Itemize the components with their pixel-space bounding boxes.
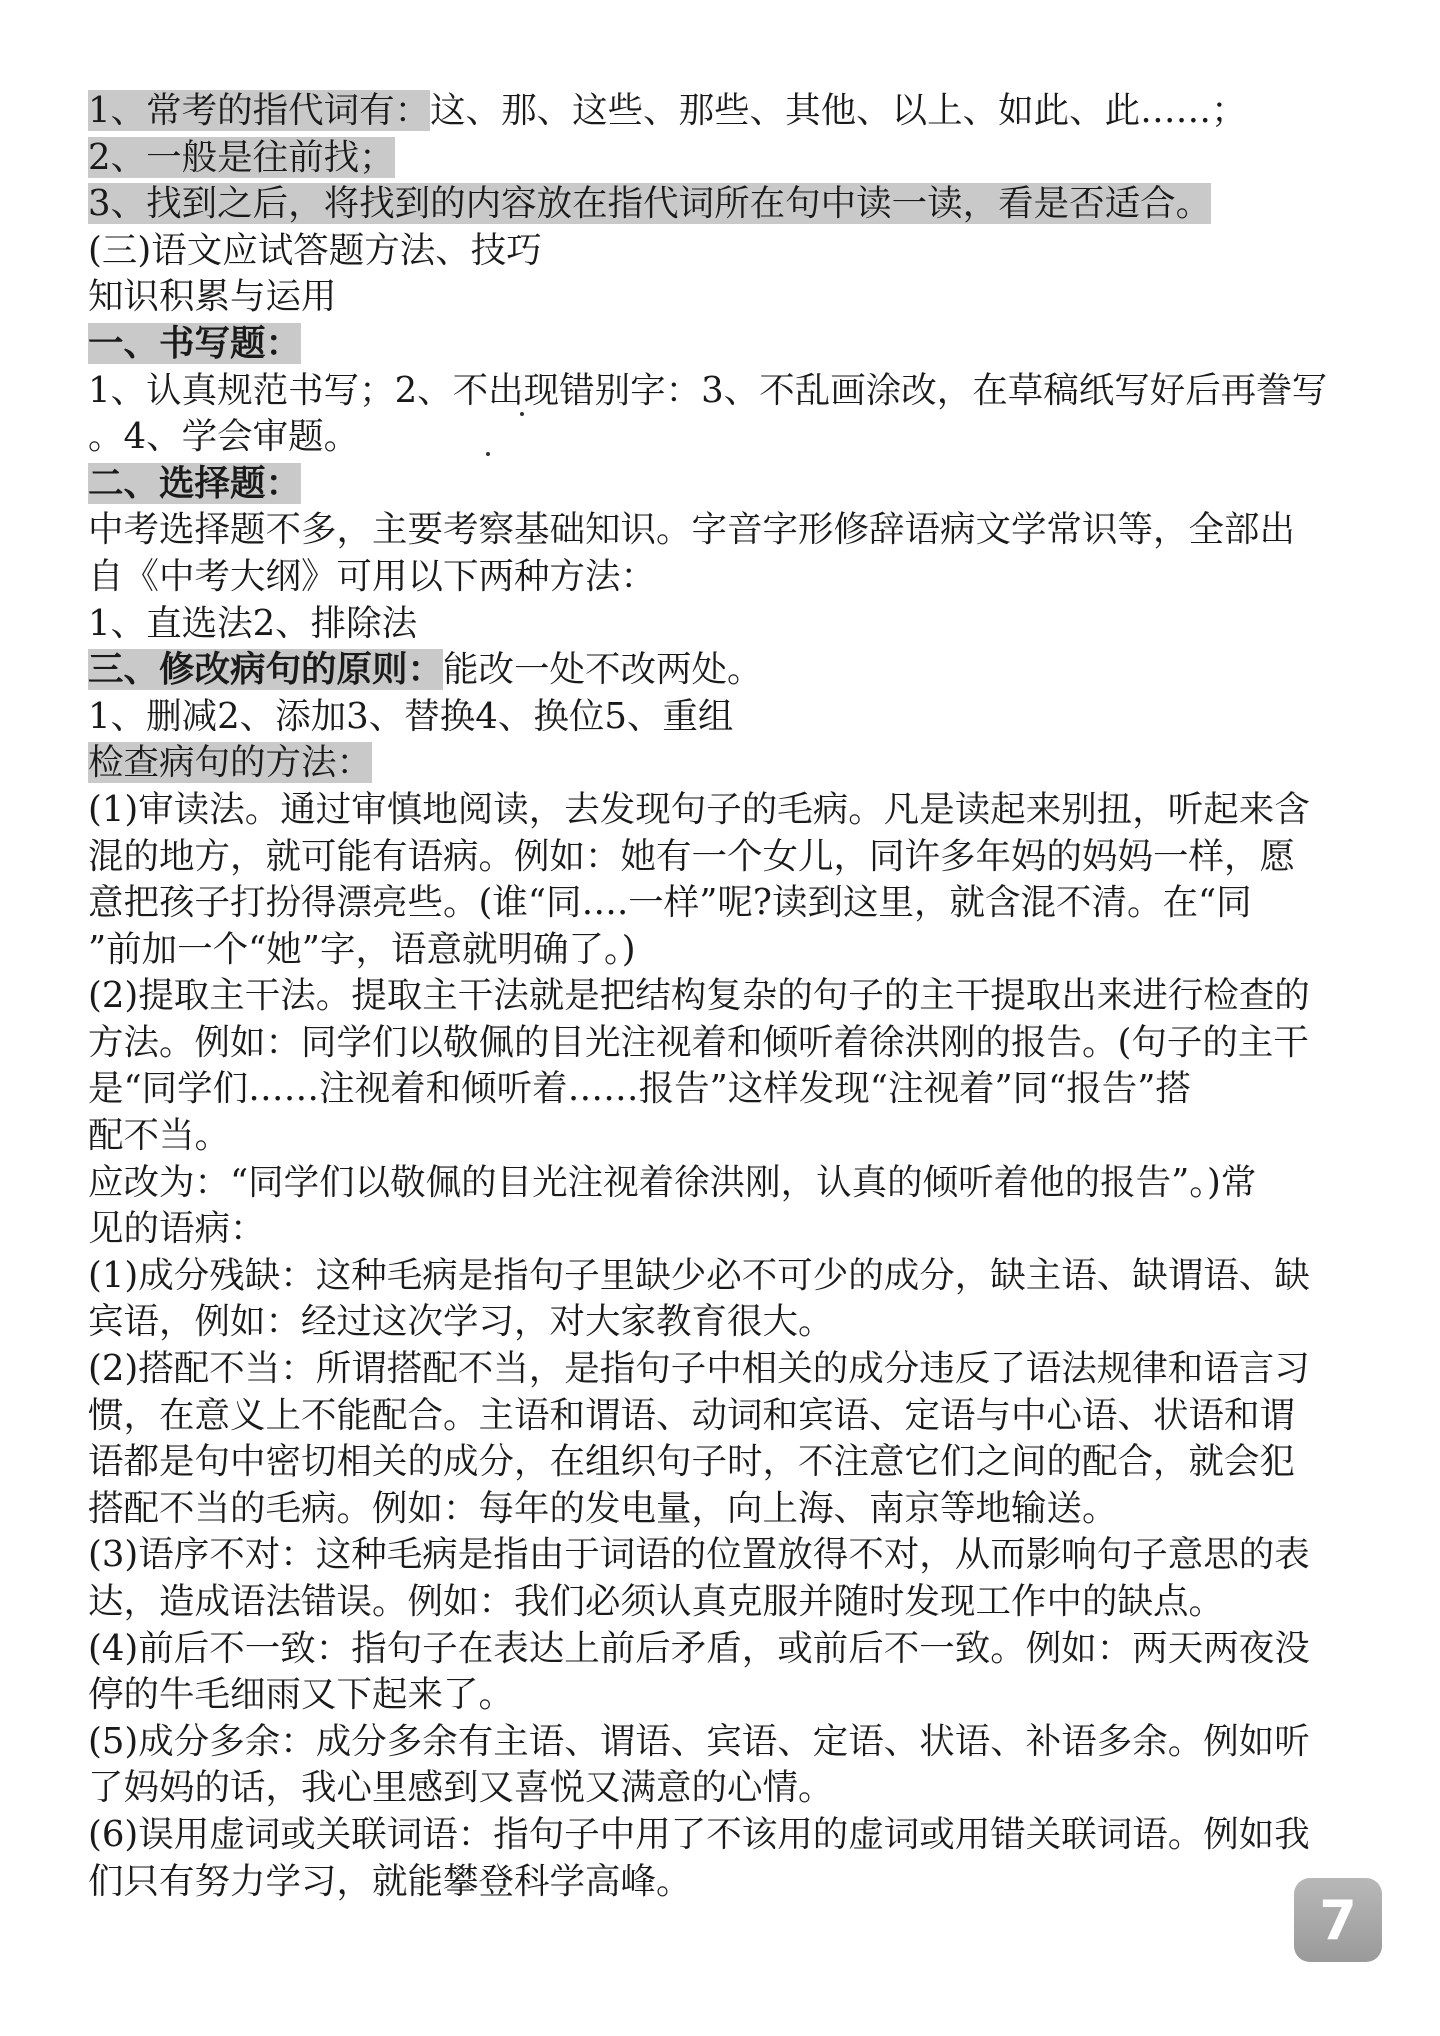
body-text: 这、那、这些、那些、其他、以上、如此、此……； <box>430 90 1247 131</box>
body-text: 是“同学们……注视着和倾听着……报告”这样发现“注视着”同“报告”搭 <box>88 1068 1191 1110</box>
body-text: 配不当。 <box>88 1115 231 1157</box>
text-line <box>88 1299 1358 1346</box>
text-line <box>88 880 1358 927</box>
scan-artifact-dot <box>486 452 490 456</box>
text-line <box>88 1765 1358 1812</box>
highlighted-text: 检查病句的方法： <box>88 742 373 784</box>
text-line <box>88 181 1358 228</box>
body-text: 应改为：“同学们以敬佩的目光注视着徐洪刚，认真的倾听着他的报告”。)常 <box>88 1161 1257 1203</box>
text-line <box>88 507 1358 554</box>
text-line <box>88 1532 1358 1579</box>
body-text: 宾语，例如：经过这次学习，对大家教育很大。 <box>88 1301 834 1343</box>
section-heading: 三、修改病句的原则： <box>88 649 444 691</box>
text-line <box>88 927 1358 974</box>
body-text: 1、直选法2、排除法 <box>88 602 418 644</box>
highlighted-text: 1、常考的指代词有： <box>88 90 431 131</box>
text-line <box>88 740 1358 787</box>
text-line <box>88 1626 1358 1673</box>
body-text: 停的牛毛细雨又下起来了。 <box>88 1674 515 1716</box>
body-text: 语都是句中密切相关的成分，在组织句子时，不注意它们之间的配合，就会犯 <box>88 1441 1296 1483</box>
text-line <box>88 1859 1358 1906</box>
text-line <box>88 88 1358 135</box>
body-text: 惯，在意义上不能配合。主语和谓语、动词和宾语、定语与中心语、状语和谓 <box>88 1394 1296 1436</box>
text-line <box>88 601 1358 648</box>
body-text: 自《中考大纲》可用以下两种方法： <box>88 555 657 597</box>
body-text: 中考选择题不多，主要考察基础知识。字音字形修辞语病文学常识等，全部出 <box>88 509 1296 551</box>
text-line <box>88 135 1358 182</box>
text-line <box>88 834 1358 881</box>
section-heading: 二、选择题： <box>88 462 302 504</box>
text-line <box>88 228 1358 275</box>
text-line <box>88 274 1358 321</box>
highlighted-text: 2、一般是往前找； <box>88 136 395 178</box>
text-line <box>88 414 1358 461</box>
text-line <box>88 1113 1358 1160</box>
text-line <box>88 1160 1358 1207</box>
body-text: (4)前后不一致：指句子在表达上前后矛盾，或前后不一致。例如：两天两夜没 <box>88 1627 1310 1669</box>
body-text: 能改一处不改两处。 <box>443 649 763 691</box>
body-text: 搭配不当的毛病。例如：每年的发电量，向上海、南京等地输送。 <box>88 1487 1118 1529</box>
body-text: 见的语病： <box>88 1208 266 1250</box>
body-text: (三)语文应试答题方法、技巧 <box>88 229 542 271</box>
text-line <box>88 787 1358 834</box>
text-line <box>88 1439 1358 1486</box>
document-body <box>88 88 1358 1905</box>
text-line <box>88 554 1358 601</box>
body-text: 了妈妈的话，我心里感到又喜悦又满意的心情。 <box>88 1767 834 1809</box>
body-text: 意把孩子打扮得漂亮些。(谁“同….一样”呢?读到这里，就含混不清。在“同 <box>88 882 1252 924</box>
body-text: (1)审读法。通过审慎地阅读，去发现句子的毛病。凡是读起来别扭，听起来含 <box>88 788 1310 830</box>
body-text: (1)成分残缺：这种毛病是指句子里缺少必不可少的成分，缺主语、缺谓语、缺 <box>88 1254 1310 1296</box>
body-text: 方法。例如：同学们以敬佩的目光注视着和倾听着徐洪刚的报告。(句子的主干 <box>88 1021 1309 1063</box>
body-text: 们只有努力学习，就能攀登科学高峰。 <box>88 1860 692 1902</box>
text-line <box>88 1486 1358 1533</box>
highlighted-text: 3、找到之后，将找到的内容放在指代词所在句中读一读，看是否适合。 <box>88 183 1212 225</box>
text-line <box>88 1812 1358 1859</box>
text-line <box>88 1393 1358 1440</box>
body-text: (2)提取主干法。提取主干法就是把结构复杂的句子的主干提取出来进行检查的 <box>88 975 1310 1017</box>
page-number-badge: 7 <box>1294 1878 1382 1962</box>
text-line <box>88 1719 1358 1766</box>
text-line <box>88 1253 1358 1300</box>
body-text: 知识积累与运用 <box>88 276 337 318</box>
text-line <box>88 368 1358 415</box>
body-text: 达，造成语法错误。例如：我们必须认真克服并随时发现工作中的缺点。 <box>88 1581 1225 1622</box>
text-line <box>88 1579 1358 1626</box>
text-line <box>88 1020 1358 1067</box>
scan-artifact-dot <box>520 412 524 416</box>
body-text: (5)成分多余：成分多余有主语、谓语、宾语、定语、状语、补语多余。例如听 <box>88 1720 1310 1762</box>
body-text: ”前加一个“她”字，语意就明确了。) <box>88 928 636 970</box>
body-text: 混的地方，就可能有语病。例如：她有一个女儿，同许多年妈的妈妈一样，愿 <box>88 835 1296 877</box>
text-line <box>88 1672 1358 1719</box>
text-line <box>88 1346 1358 1393</box>
section-heading: 一、书写题： <box>88 322 302 364</box>
text-line <box>88 694 1358 741</box>
body-text: (6)误用虚词或关联词语：指句子中用了不该用的虚词或用错关联词语。例如我 <box>88 1813 1310 1855</box>
body-text: (3)语序不对：这种毛病是指由于词语的位置放得不对，从而影响句子意思的表 <box>88 1534 1310 1576</box>
text-line <box>88 1066 1358 1113</box>
body-text: 1、删减2、添加3、替换4、换位5、重组 <box>88 695 734 737</box>
text-line <box>88 647 1358 694</box>
text-line <box>88 973 1358 1020</box>
body-text: (2)搭配不当：所谓搭配不当，是指句子中相关的成分违反了语法规律和语言习 <box>88 1348 1310 1390</box>
body-text: 1、认真规范书写；2、不出现错别字：3、不乱画涂改，在草稿纸写好后再誊写 <box>88 369 1328 411</box>
text-line <box>88 321 1358 368</box>
text-line <box>88 1206 1358 1253</box>
body-text: 。4、学会审题。 <box>88 416 360 458</box>
text-line <box>88 461 1358 508</box>
